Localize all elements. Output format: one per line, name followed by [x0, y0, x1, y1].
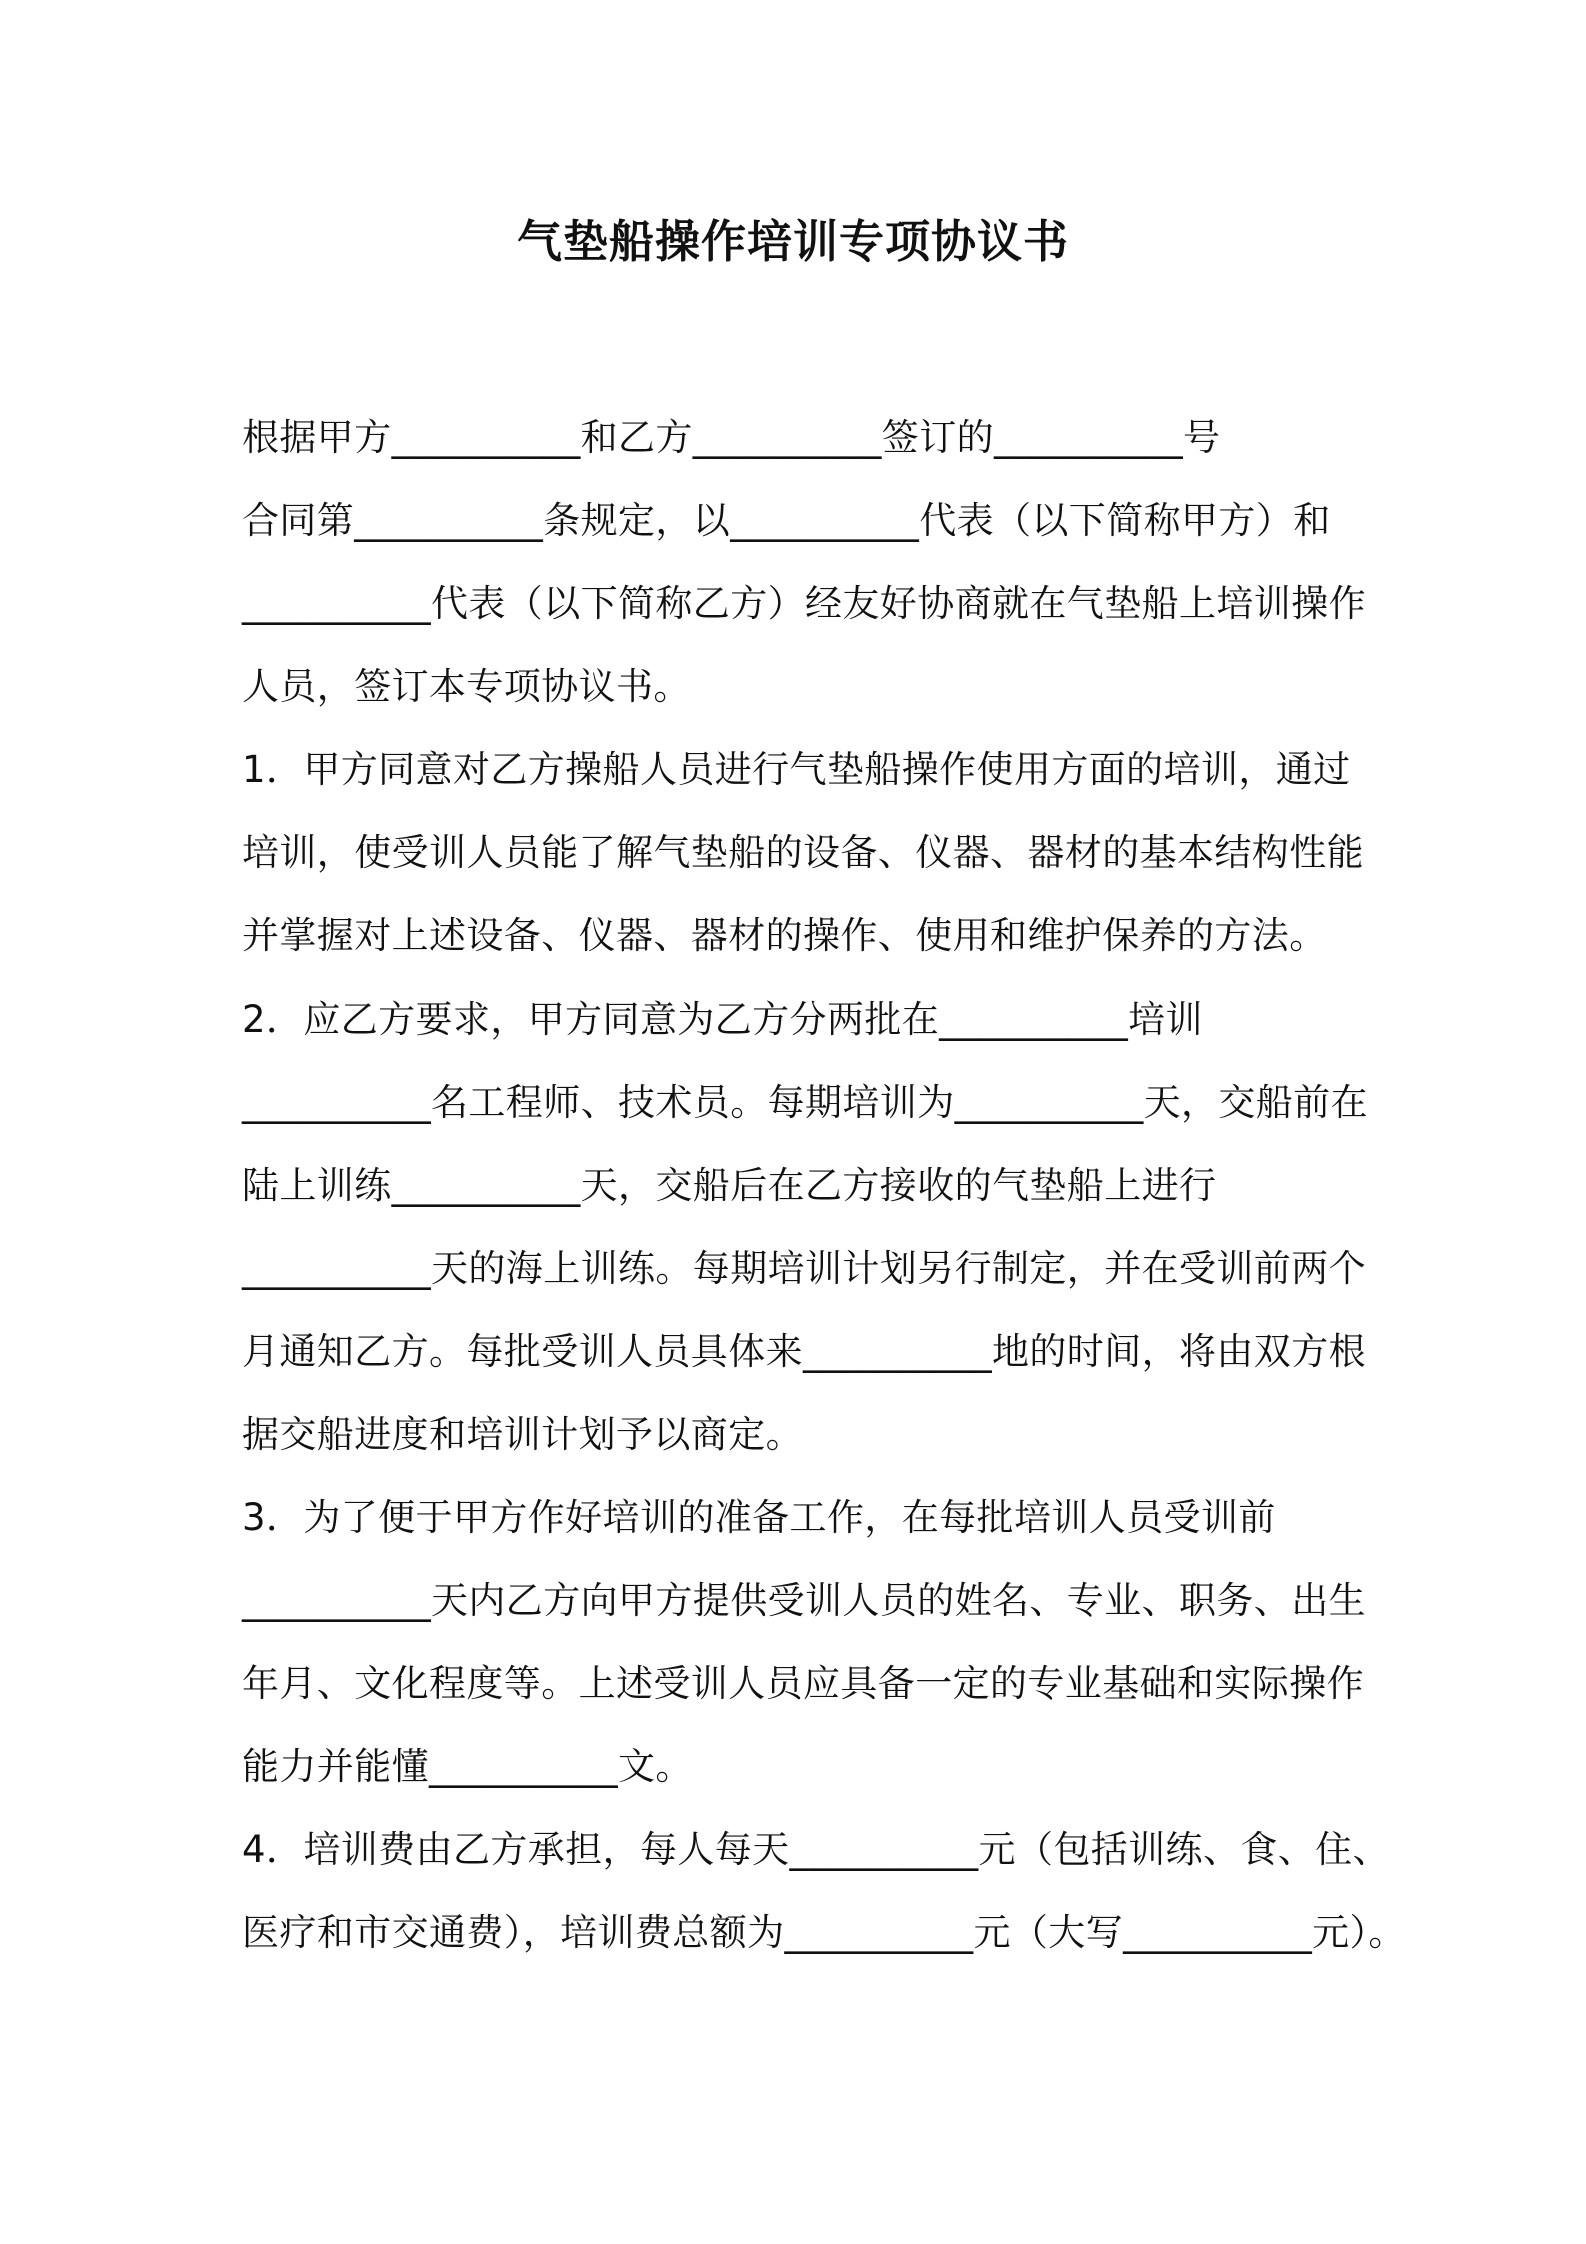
paragraph-line: 4．培训费由乙方承担，每人每天__________元（包括训练、食、住、: [242, 1828, 1390, 1871]
paragraph-line: __________代表（以下简称乙方）经友好协商就在气垫船上培训操作: [242, 582, 1366, 625]
document-title: 气垫船操作培训专项协议书: [516, 215, 1069, 268]
paragraph-line: 陆上训练__________天，交船后在乙方接收的气垫船上进行: [242, 1164, 1217, 1207]
paragraph-line: 能力并能懂__________文。: [242, 1745, 693, 1788]
paragraph-line: 3．为了便于甲方作好培训的准备工作，在每批培训人员受训前: [242, 1496, 1276, 1539]
paragraph-line: 培训，使受训人员能了解气垫船的设备、仪器、器材的基本结构性能: [242, 831, 1364, 874]
paragraph-line: 2．应乙方要求，甲方同意为乙方分两批在__________培训: [242, 998, 1203, 1041]
paragraph-line: 1．甲方同意对乙方操船人员进行气垫船操作使用方面的培训，通过: [242, 748, 1351, 791]
paragraph-line: 根据甲方__________和乙方__________签订的__________号: [242, 416, 1221, 459]
paragraph-line: __________天的海上训练。每期培训计划另行制定，并在受训前两个: [242, 1247, 1366, 1290]
paragraph-line: 并掌握对上述设备、仪器、器材的操作、使用和维护保养的方法。: [242, 914, 1327, 957]
paragraph-line: 据交船进度和培训计划予以商定。: [242, 1413, 803, 1456]
paragraph-line: 人员，签订本专项协议书。: [242, 665, 691, 708]
paragraph-line: __________天内乙方向甲方提供受训人员的姓名、专业、职务、出生: [242, 1579, 1366, 1622]
paragraph-line: __________名工程师、技术员。每期培训为__________天，交船前在: [242, 1081, 1368, 1124]
paragraph-line: 合同第__________条规定，以__________代表（以下简称甲方）和: [242, 499, 1331, 542]
paragraph-line: 年月、文化程度等。上述受训人员应具备一定的专业基础和实际操作: [242, 1662, 1364, 1705]
paragraph-line: 医疗和市交通费），培训费总额为__________元（大写__________元）。: [242, 1911, 1406, 1954]
paragraph-line: 月通知乙方。每批受训人员具体来__________地的时间，将由双方根: [242, 1330, 1366, 1373]
